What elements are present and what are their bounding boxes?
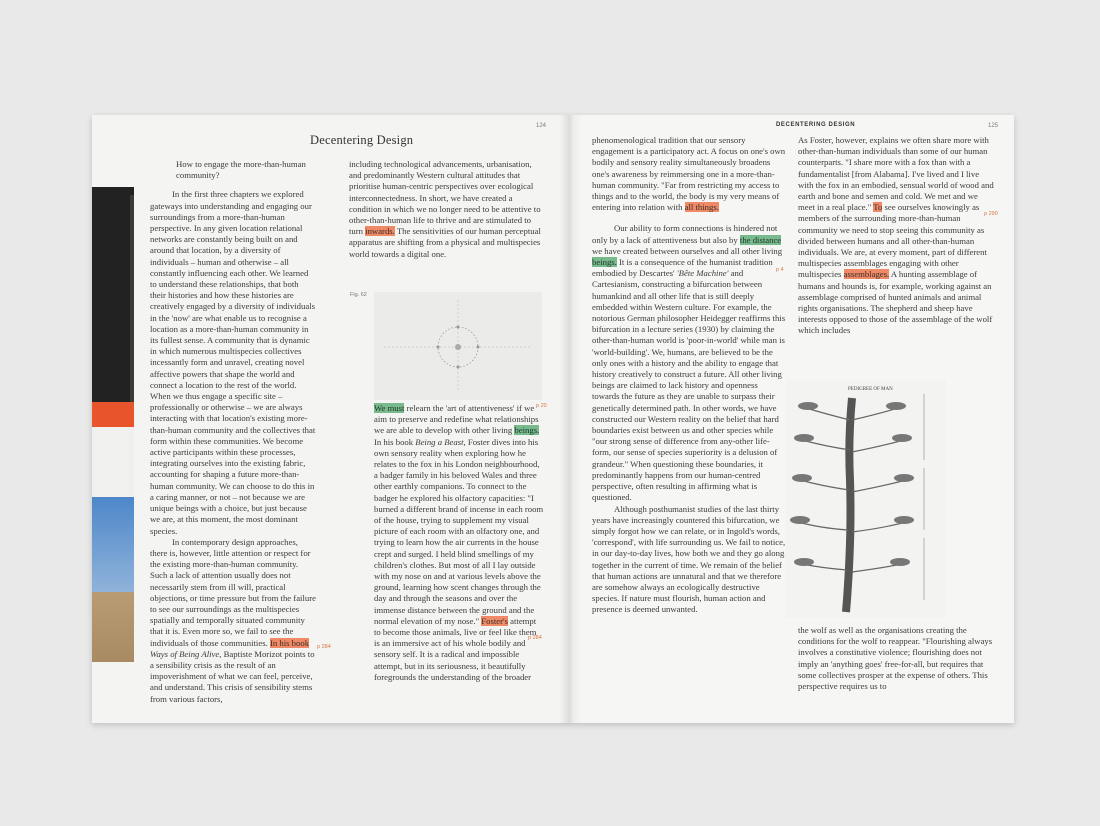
paragraph: Although posthumanist studies of the last thirty years have increasingly countered this bifurcation, we simply forgot how we can relate, or in Ingold's words, 'correspond', with life surrounding us. We fail to notice, in our day-to-day lives, how both we and they go along together in the current of time. We remain of the belief that human actions are unnatural and that we therefore are somehow always an ecologically destructive species. If nature must flourish, human action and presence is deemed unwanted. [592, 503, 786, 615]
margin-note: p 284 [317, 644, 331, 650]
left-column-1 [150, 159, 316, 705]
book-spread [92, 115, 1014, 723]
figure-label: Fig. 62 [350, 292, 367, 298]
highlight: assemblages. [843, 269, 890, 280]
highlight: beings. [592, 257, 617, 268]
highlight: To [873, 202, 883, 213]
paragraph: phenomenological tradition that our sensory engagement is a participatory act. A focus on one's own bodily and sensory reality simultaneously broadens one's awareness by reimmersing one in a more-than-human community. "Far from restricting my access to things and to the world, the body is my very means of entering into relation with all things. [592, 135, 786, 213]
margin-note: p 284 [528, 635, 542, 641]
highlight: the distance [739, 234, 782, 245]
right-column-1 [592, 135, 786, 616]
page-number-left: 124 [536, 123, 547, 129]
paragraph: including technological advancements, urbanisation, and predominantly Western cultural attitudes that prioritise human-centric perspectives over ecological interconnectedness. In short, we have created a condition in which we no longer need to be attentive to other-than-human life to thrive and are stimulated to turn inwards. The sensitivities of our human perceptual apparatus are shifting from a physical and multispecies world towards a digital one. [349, 159, 541, 259]
right-column-2 [798, 135, 996, 337]
left-page [92, 115, 570, 723]
figure-63-image [786, 380, 946, 618]
highlight: Foster's [481, 615, 508, 626]
highlight: beings. [514, 425, 540, 436]
paragraph: As Foster, however, explains we often share more with other-than-human individuals than some of our human counterparts. "I share more with a fox than with a fundamentalist [from Alabama]. I've lived and I live with the fox in an embodied, sensual world of wood and earth and bone and semen and cold. We met and we meet in a real place." To see ourselves knowingly as members of the surrounding more-than-human community we need to stop seeing this community as divided between humans and all other-than-human individuals. We are, at every moment, part of different multispecies assemblages engaging with other multispecies assemblages. A hunting assemblage of humans and hounds is, for example, working against an assemblage comprised of hunted animals and animal rights organisations. The shepherd and sheep have interests opposed to those of the assemblage of the wolf which includes [798, 135, 994, 336]
highlight: all things. [684, 202, 719, 213]
page-number-right: 125 [988, 123, 999, 129]
left-column-2-continued [374, 403, 544, 683]
page-title: Decentering Design [310, 133, 414, 147]
running-head: DECENTERING DESIGN [776, 122, 856, 128]
left-column-2 [349, 159, 541, 260]
highlight: inwards. [365, 226, 395, 237]
paragraph: We must relearn the 'art of attentiveness' if we aim to preserve and redefine what relationships we are able to develop with other living beings. In his book Being a Beast, Foster dives into his own sensory reality when exploring how he relates to the fox in his London neighbourhood, a badger family in his beloved Wales and three other earthly companions. To connect to the badger he explored his olfactory capacities: "I burned a different brand of incense in each room of the house, trying to supplement my visual picture of each room with an olfactory one, and trying to learn how the air currents in the house crept and surged. I held blind smellings of my children's clothes. But most of all I lay outside with my nose on and at various levels above the ground, learning how scent changes through the day and through the seasons and over the immense distance between the ground and the normal elevation of my nose." Foster's attempt to become those animals, live or feel like them is an immersive act of his whole bodily and sensory self. It is a radical and impossible attempt, but in its seriousness, it beautifully foregrounds the understanding of the broader [374, 403, 544, 682]
highlight: We must [374, 403, 405, 413]
paragraph: Our ability to form connections is hindered not only by a lack of attentiveness but also by the distance we have created between ourselves and all other living beings. It is a consequence of the humanist tradition embodied by Descartes' 'Bête Machine' and Cartesianism, constructing a bifurcation between humankind and all other life that is still deeply embedded within Western culture. For example, the notorious German philosopher Heidegger reaffirms this bifurcation in a lecture series (1930) by claiming the other-than-human world is 'poor-in-world' while man is 'world-building'. We, humans, are believed to be the only ones with a history and the ability to engage that history creatively to construct a future. All other living beings are claimed to lack history and openness towards the future as they are unable to surpass their genetically determined path. In other words, we have constructed our Western reality on the belief that hard boundaries exist between us and other species while "our strong sense of difference from any-other life-form, our sense of species superiority is a delusion of grandeur." When questioning these boundaries, it predominantly happens from our human-centred perspective, often resulting in affirming what is questioned. [592, 223, 786, 503]
margin-note: p 4 [776, 267, 784, 273]
paragraph: In the first three chapters we explored gateways into understanding and engaging our surroundings from a more-than-human perspective. In any given location relational networks are constantly being built on and around that location, by a diversity of individuals – human and otherwise – all constantly influencing each other. We learned to understand these relationships, that both their histories and how these histories are creatively engaged by a diversity of individuals in the 'now' are what enable us to recognise a location as a more-than-human community in its fullest sense. A community that is dynamic in which numerous multispecies collectives incessantly form and unravel, creating novel affective powers that shape the world and connect a location to the rest of the world. When we thus engage a specific site – professionally or otherwise – we are always interacting with that location's existing more-than-human community and the collectives that form within these communities. We become active participants within these processes, integrating ourselves into the existing fabric, accounting for shaping a future more-than-human community. We can choose to do this in a caring manner, or not – not because we are unique beings with a choice, but just because we are, at this moment, the most dominant species. [150, 189, 316, 536]
figure-title: PEDIGREE OF MAN [848, 387, 893, 392]
right-column-2-continued [798, 625, 996, 692]
edge-photo-strip [92, 187, 134, 662]
paragraph: In contemporary design approaches, there is, however, little attention or respect for the existing more-than-human community. Such a lack of attention usually does not necessarily stem from ill will, practical objections, or time pressure but from the failure to see our surroundings as the multispecies spatially and temporally situated community that it is. Even more so, we fail to see the individuals of those communities. In his book Ways of Being Alive, Baptiste Morizot points to a sensibility crisis as the result of an impoverishment of what we can feel, perceive, and understand. This crisis of sensibility stems from various factors, [150, 536, 316, 704]
subheading: How to engage the more-than-human community? [176, 159, 306, 181]
margin-note: p 290 [984, 211, 998, 217]
highlight: In his book [269, 637, 310, 648]
right-page [570, 115, 1014, 723]
figure-62-image [374, 292, 542, 400]
margin-note: p 20 [536, 403, 547, 409]
paragraph: the wolf as well as the organisations creating the conditions for the wolf to reappear. "Flourishing always involves a constitutive violence; flourishing does not imply an 'anything goes' free-for-all, but requires that some collectives prosper at the expense of others. This perspective requires us to [798, 625, 993, 692]
